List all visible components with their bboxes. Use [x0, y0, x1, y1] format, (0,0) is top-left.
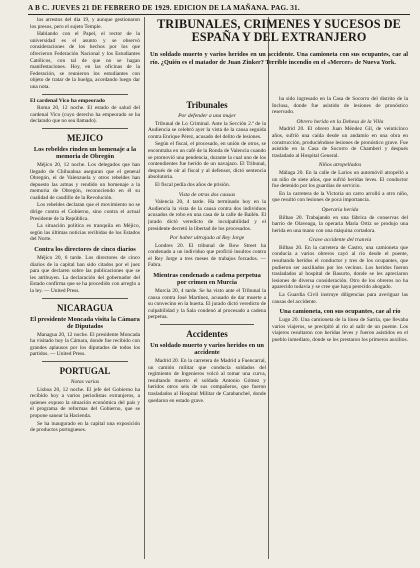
paragraph: Murcia 20, 4 tarde. Se ha visto ante el Tribunal la causa contra José Martínez, acusado de dar muerte a su convecino en la huerta. El jurado dictó veredicto de culpabilidad y la Sala condenó al procesado a cadena perpetua.: [148, 288, 266, 321]
section-title-nicaragua: NICARAGUA: [57, 302, 113, 313]
article-headline: Notas varias: [70, 378, 100, 385]
column-right: [272, 96, 408, 562]
article-headline: Obrero herido en la Dehesa de la Villa: [296, 118, 384, 125]
article-headline: Por defender a una mujer: [178, 113, 236, 119]
divider: [42, 128, 128, 129]
paragraph: El fiscal pedía dos años de prisión.: [155, 181, 231, 188]
section-title-mexico: MEJICO: [67, 132, 103, 143]
paragraph: Los rebeldes declaran que el movimiento no se dirige contra el Gobierno, sino contra el actual Presidente de la República.: [30, 202, 140, 222]
paragraph: En la carretera de la Victoria un carro arrolló a otro niño, que resultó con lesiones de poca importancia.: [272, 190, 408, 204]
paragraph: La Guardia Civil instruye diligencias para averiguar las causas del accidente.: [272, 292, 408, 305]
article-headline: El presidente Moncada visita la Cámara de Diputados: [30, 315, 140, 330]
paragraph: Lisboa 20, 12 noche. El jefe del Gobierno ha recibido hoy a varios periodistas extranjeros, a quienes expuso la situación económica del país y el programa de reformas del Gobierno, que se propone sanear la Hacienda.: [30, 386, 140, 419]
article-headline: Contra los directores de cinco diarios: [34, 246, 136, 254]
paragraph: ha sido ingresado en la Casa de Socorro del distrito de la Inclusa, donde fue asistido de lesiones de pronóstico reservado.: [272, 96, 408, 116]
paragraph: Managua 20, 12 noche. El presidente Moncada ha visitado hoy la Cámara, donde fue recibido con grandes aplausos por los diputados de todos los partidos. — United Press.: [30, 331, 140, 358]
article-headline: Un soldado muerto y varios heridos en un accidente: [150, 342, 264, 357]
paragraph: Méjico 20, 12 noche. Los delegados que han llegado de Chihuahua aseguran que el general Obregón, el de Valenzuela y otros rebeldes han depuesto las armas y rendido un homenaje a la memoria de Obregón, reconociendo en él su cualidad de caudillo de la Revolución.: [30, 161, 140, 201]
paragraph: Se ha inaugurado en la capital una exposición de productos portugueses.: [30, 420, 140, 434]
paragraph: Madrid 20. En la carretera de Madrid a Fuencarral, un camión militar que conducía soldados del regimiento de Ingenieros volcó al tomar una curva, resultando muerto el soldado Antonio Gómez y heridos otros seis de sus compañeros, que fueron trasladados al Hospital Militar de Carabanchel, donde quedaron en estado grave.: [148, 358, 266, 404]
article-headline: Operaria herida: [321, 206, 359, 213]
column-middle: [148, 96, 266, 562]
paragraph: Según el fiscal, el procesado, en unión de otros, se encontraba en un café de la Ronda de Valencia cuando se promovió una pendencia, durante la cual uno de los contendientes fue herido de un navajazo. El Tribunal, después de oír al fiscal y al defensor, dictó sentencia absolutoria.: [148, 141, 266, 181]
section-banner-deck: Un soldado muerto y varios heridos en un accidente. Una camioneta con sus ocupantes, cae al río. ¿Quién es el matador de Juan Zinker? Terrible incendio en el «Mercer» de Nueva York.: [150, 51, 408, 66]
section-title-tribunales: Tribunales: [186, 100, 228, 110]
article-headline: Una camioneta, con sus ocupantes, cae al río: [279, 308, 401, 316]
divider: [42, 94, 128, 95]
article-headline: Por haber ultrajado al Rey Jorge: [169, 235, 245, 242]
article-headline: Vista de otras dos causas: [178, 191, 236, 198]
paragraph: Roma 20, 12 noche. El estado de salud del cardenal Vico (cuyo derecho ha empeorado se ha declarado que no sea llamado).: [30, 105, 140, 125]
paragraph: los arrestos del día 19, y aunque gestionaron los presos, pero el sujeto Temple.: [30, 17, 140, 30]
section-title-accidentes: Accidentes: [186, 329, 228, 340]
divider: [42, 361, 128, 362]
section-title-portugal: PORTUGAL: [59, 365, 111, 376]
page-header: A B C. JUEVES 21 DE FEBRERO DE 1929. EDICION DE LA MAÑANA. PAG. 31.: [28, 4, 300, 12]
column-rule-1: [144, 17, 145, 559]
paragraph: Bilbao 20. Trabajando en una fábrica de conservas del barrio de Olaveaga, la operaria María Ortiz se produjo una herida en una mano con una máquina cortadora.: [272, 214, 408, 234]
paragraph: Méjico 20, 6 tarde. Los directores de cinco diarios de la capital han sido citados por el juez para que declaren sobre las publicaciones que se les atribuyen. La declaración del gobernador del Estado confirma que se ha procedido con arreglo a la ley. — United Press.: [30, 255, 140, 294]
article-headline: Mientras condenado a cadena perpetua por crimen en Murcia: [153, 272, 261, 287]
header-rule: [28, 14, 410, 15]
paragraph: Valencia 20, 4 tarde. Ha terminado hoy en la Audiencia la vista de la causa contra dos individuos acusados de robo en una casa de la calle de Bailén. El jurado dictó veredicto de inculpabilidad y el presidente decretó la libertad de los procesados.: [148, 199, 266, 232]
section-banner-title: TRIBUNALES, CRIMENES Y SUCESOS DE ESPAÑA Y DEL EXTRANJERO: [157, 17, 401, 45]
article-headline: Niños atropellados: [318, 162, 362, 169]
article-headline: Grave accidente del tranvía: [308, 237, 372, 244]
column-rule-2: [268, 17, 269, 559]
article-headline: Los rebeldes rinden un homenaje a la memoria de Obregón: [33, 145, 137, 160]
article-headline: El cardenal Vico ha empeorado: [30, 97, 105, 104]
paragraph: Madrid 20. El obrero Juan Méndez Gil, de veinticinco años, sufrió una caída desde un andamio en una obra en construcción, produciéndose lesiones de pronóstico grave. Fue asistido en la Casa de Socorro de Chamberí y después trasladado al Hospital General.: [272, 126, 408, 159]
paragraph: Málaga 20. En la calle de Larios un automóvil atropelló a un niño de siete años, que sufrió heridas leves. El conductor fue detenido por los guardias de servicio.: [272, 169, 408, 190]
paragraph: Lugo 20. Una camioneta de la línea de Sarria, que llevaba varios viajeros, se precipitó al río al salir de un puente. Los viajeros resultaron con heridas leves y fueron asistidos en el pueblo inmediato, donde se les prestaron los primeros auxilios.: [272, 317, 408, 343]
divider: [42, 298, 128, 299]
paragraph: Bilbao 20. En la carretera de Castro, una camioneta que conducía a varios obreros cayó al río desde el puente, resultando heridos el conductor y tres de los ocupantes, que pudieron ser auxiliados por los vecinos. Los heridos fueron trasladados al hospital de Basurto, donde se les apreciaron lesiones de diversa consideración. Otro de los obreros no ha aparecido todavía y se cree que haya perecido ahogado.: [272, 244, 408, 291]
column-left: [30, 17, 140, 562]
paragraph: Londres 20. El tribunal de Bow Street ha condenado a un individuo que profirió insultos contra el Rey Jorge a tres meses de trabajos forzados. — Fabra.: [148, 242, 266, 269]
paragraph: Hablando con el Papel, el rector de la universidad es el asunto y se observó consideraciones de los hechos por los que ofrecieron Federación Nacional y los Estudiantes Católicos, con tal de que no se hagan manifestaciones. Hoy, en las oficinas de la Federación, se reunieron los estudiantes con objeto de tratar de la huelga, acordando luego dar una nota.: [30, 31, 140, 90]
divider: [160, 324, 254, 325]
paragraph: La situación política es tranquila en Méjico, según las últimas noticias recibidas de los Estados del Norte.: [30, 223, 140, 243]
paragraph: Tribunal de Lo Criminal. Ante la Sección 2.ª de la Audiencia se celebró ayer la vista de la causa seguida contra Enrique Pérez, acusado del delito de lesiones.: [148, 120, 266, 140]
